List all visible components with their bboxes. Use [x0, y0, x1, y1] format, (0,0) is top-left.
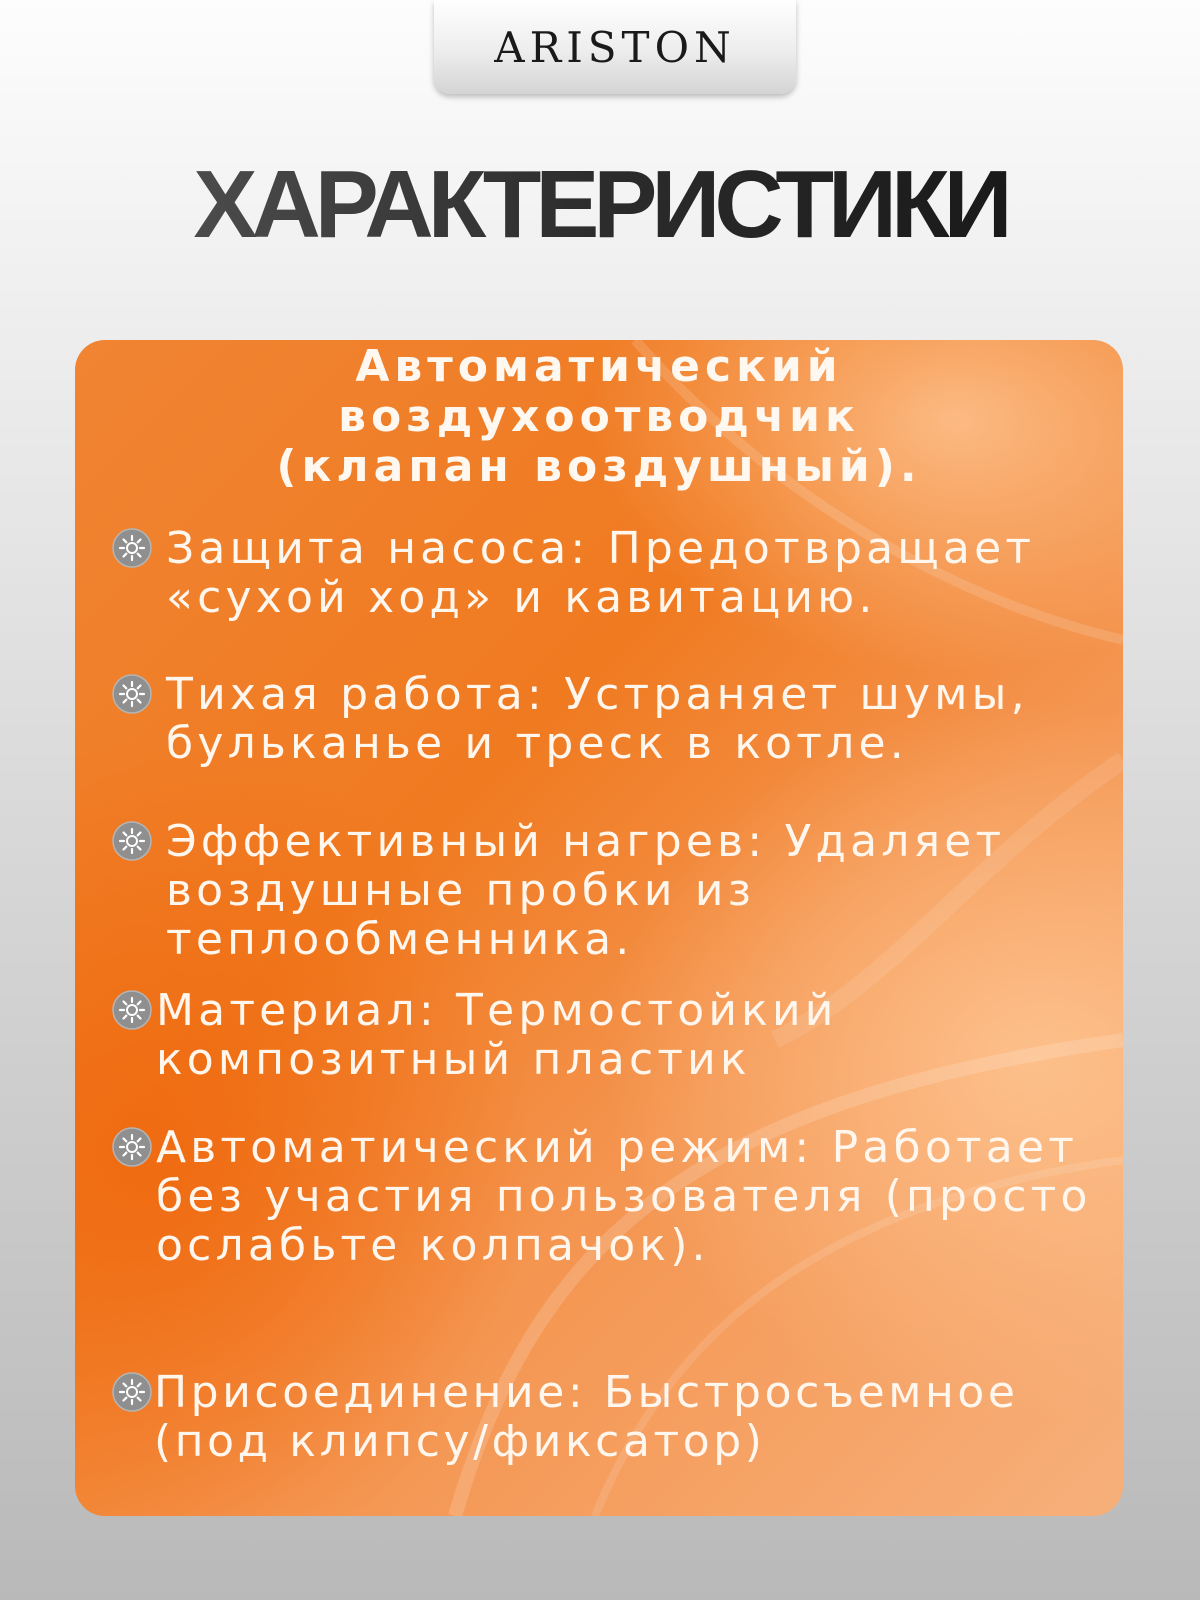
characteristics-card — [75, 340, 1123, 1516]
gear-icon — [112, 528, 152, 568]
gear-icon — [112, 990, 152, 1030]
gear-icon — [112, 1372, 152, 1412]
feature-item-material — [112, 986, 972, 1084]
brand-logo: ARISTON — [494, 22, 736, 72]
card-title-line: (клапан воздушный). — [276, 441, 922, 492]
feature-text: Тихая работа: Устраняет шумы, бульканье и треск в котле. — [166, 669, 1029, 769]
feature-text: Присоединение: Быстросъемное (под клипсу/фиксатор) — [154, 1367, 1019, 1467]
feature-text: Материал: Термостойкий композитный пластик — [156, 985, 838, 1085]
gear-icon — [112, 1127, 152, 1167]
gear-icon — [112, 674, 152, 714]
card-title-line: воздухоотводчик — [338, 391, 860, 442]
feature-item-pump-protection — [112, 524, 1112, 622]
gear-icon — [112, 821, 152, 861]
feature-item-quiet-operation — [112, 670, 1112, 768]
feature-text: Защита насоса: Предотвращает «сухой ход» и кавитацию. — [166, 523, 1036, 623]
feature-item-connection — [112, 1368, 1112, 1466]
page-title: ХАРАКТЕРИСТИКИ — [0, 150, 1200, 260]
feature-item-automatic-mode — [112, 1123, 1102, 1270]
feature-text: Эффективный нагрев: Удаляет воздушные пробки из теплообменника. — [166, 816, 1006, 965]
feature-item-efficient-heating — [112, 817, 1072, 964]
card-title — [75, 342, 1123, 492]
card-title-line: Автоматический — [355, 341, 843, 392]
brand-tab — [434, 0, 796, 94]
feature-text: Автоматический режим: Работает без участия пользователя (просто ослабьте колпачок). — [156, 1122, 1092, 1271]
